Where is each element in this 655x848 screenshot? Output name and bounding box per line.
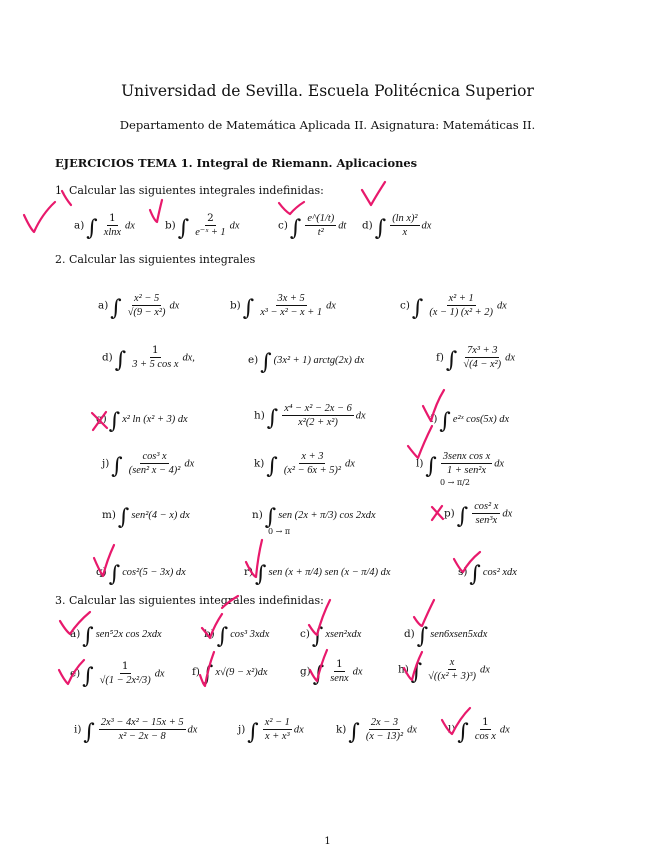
- page-number: 1: [324, 836, 331, 847]
- ex3-a: a)∫ sen⁵2x cos 2xdx: [70, 624, 162, 649]
- exercise-2-statement: 2. Calcular las siguientes integrales: [55, 253, 256, 266]
- ex2-p: p)∫ $\frac{\text{cos² x}}{\text{sen³x}}$ dx: [444, 501, 513, 529]
- ex2-g: g)∫ x² ln (x² + 3) dx: [96, 409, 188, 434]
- ex2-j: j)∫ $\frac{\text{cos³ x}}{\text{(sen² x − 4)²}}$ dx: [102, 451, 195, 479]
- page-title: Universidad de Sevilla. Escuela Politécnica Superior: [121, 82, 534, 100]
- check-mark-ex1-a: [24, 202, 55, 232]
- ex3-d: d)∫ sen6xsen5xdx: [404, 624, 488, 649]
- ex2-n: n)∫ sen (2x + π/3) cos 2xdx: [252, 505, 376, 530]
- ex1-b: b)∫ $\frac{2}{\text{e⁻ˣ + 1}}$ dx: [165, 212, 240, 241]
- ex2-s: s)∫ cos² xdx: [458, 562, 517, 587]
- ex2-d: d)∫ $\frac{1}{\text{3 + 5 cos x}}$ dx,: [102, 344, 195, 373]
- ex3-i: i)∫ $\frac{\text{2x³ − 4x² − 15x + 5}}{\text{x² − 2x − 8}}$ dx: [74, 717, 198, 745]
- page-subtitle: Departamento de Matemática Aplicada II. Asignatura: Matemáticas II.: [119, 118, 536, 132]
- ex1-c: c)∫ $\frac{e\^{}(1/t)}{\text{t²}}$ dt: [278, 213, 347, 241]
- ex2-r: r)∫ sen (x + π/4) sen (x − π/4) dx: [244, 562, 391, 587]
- ex2-n-limits: 0 → π: [268, 527, 291, 536]
- ex2-c: c)∫ $\frac{\text{x² + 1}}{\text{(x − 1) (x² + 2)}}$ dx: [400, 293, 507, 321]
- ex2-f: f)∫ $\frac{\text{7x³ + 3}}{\text{√(4 − x²)}}$ dx: [436, 345, 515, 373]
- ex2-b: b)∫ $\frac{3x + 5}{\text{x³ − x² − x + 1}}$ dx: [230, 293, 336, 321]
- ex3-e: e)∫ $\frac{1}{\text{√(1 − 2x²/3)}}$ dx: [70, 660, 165, 689]
- ex3-f: f)∫ x√(9 − x²)dx: [192, 662, 268, 687]
- ex2-e: e)∫ (3x² + 1) arctg(2x) dx: [248, 350, 365, 375]
- ex2-l-limits: 0 → π/2: [440, 478, 470, 487]
- ex3-c: c)∫ xsen²xdx: [300, 624, 362, 649]
- check-mark-ex1-b: [150, 200, 162, 222]
- ex2-a: a)∫ $\frac{\text{x² − 5}}{\text{√(9 − x²)}}$ dx: [98, 293, 180, 321]
- ex3-j: j)∫ $\frac{\text{x² − 1}}{\text{x + x³}}$ dx: [238, 717, 304, 745]
- ex1-d: d)∫ $\frac{\text{(ln x)²}}{x}$ dx: [362, 213, 432, 241]
- ex1-a: a)∫ $\frac{1}{xlnx}$ dx: [74, 212, 135, 241]
- section-title: EJERCICIOS TEMA 1. Integral de Riemann. Aplicaciones: [55, 156, 418, 170]
- ex2-m: m)∫ sen²(4 − x) dx: [102, 505, 190, 530]
- check-mark-ex1-d: [362, 182, 385, 205]
- ex2-h: h)∫ $\frac{\text{x⁴ − x² − 2x − 6}}{\text{x²(2 + x²)}}$ dx: [254, 403, 366, 431]
- ex2-i: i)∫ e²ˣ cos(5x) dx: [430, 409, 510, 434]
- check-mark-ex3-d: [414, 600, 434, 626]
- ex2-k: k)∫ $\frac{x + 3}{\text{(x² − 6x + 5)²}}$ dx: [254, 451, 355, 479]
- ex3-g: g)∫ $\frac{1}{\text{senx}}$ dx: [300, 658, 363, 687]
- exercise-3-statement: 3. Calcular las siguientes integrales indefinidas:: [55, 594, 324, 607]
- ex2-l: l)∫ $\frac{\text{3senx cos x}}{\text{1 + sen²x}}$ dx: [416, 451, 504, 479]
- exercise-1-statement: 1. Calcular las siguientes integrales indefinidas:: [55, 184, 324, 197]
- ex3-l: l)∫ $\frac{1}{\text{cos x}}$ dx: [448, 716, 510, 745]
- cross-mark-ex2-p: [432, 506, 443, 520]
- ex3-b: b)∫ cos³ 3xdx: [204, 624, 270, 649]
- ex3-k: k)∫ $\frac{2x - 3}{\text{(x − 13)²}}$ dx: [336, 717, 417, 745]
- ex3-h: h)∫ $\frac{x}{\text{√((x² + 3)³)}}$ dx: [398, 657, 490, 685]
- ex2-q: q)∫ cos²(5 − 3x) dx: [96, 562, 186, 587]
